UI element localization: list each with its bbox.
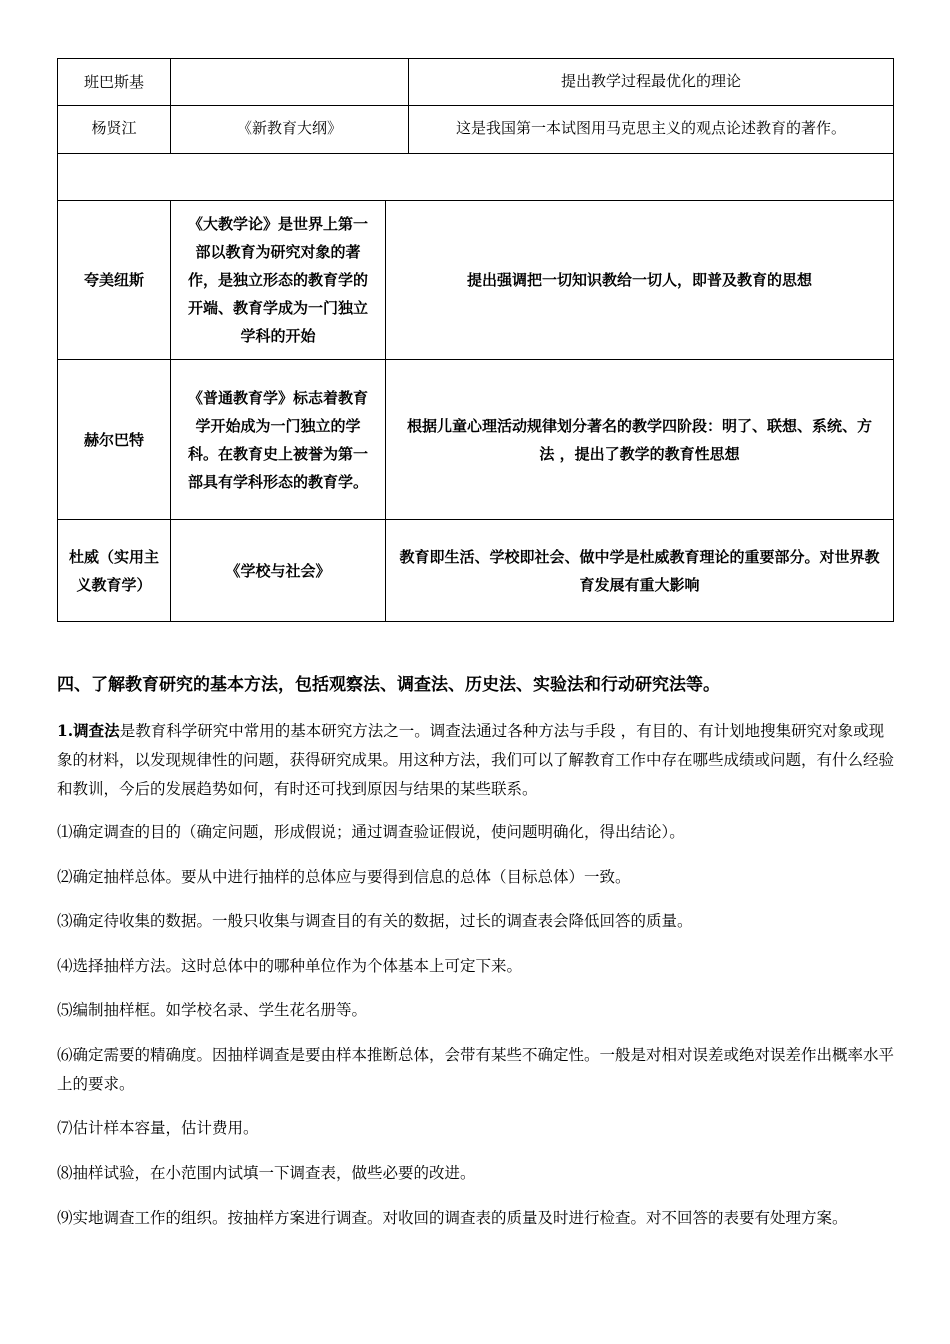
cell-text: 提出教学过程最优化的理论 bbox=[560, 72, 741, 90]
table-blank-row bbox=[57, 153, 894, 201]
table-row-name bbox=[57, 105, 171, 154]
table-row-contribution bbox=[408, 105, 894, 154]
table-row-contribution bbox=[385, 200, 894, 360]
table-row-name bbox=[57, 200, 171, 360]
table-row-name bbox=[57, 58, 171, 106]
cell-text: 赫尔巴特 bbox=[83, 430, 144, 449]
cell-text: 《普通教育学》标志着教育学开始成为一门独立的学科。在教育史上被誉为第一部具有学科形态的教育学。 bbox=[187, 388, 368, 491]
table-row-work bbox=[170, 519, 386, 622]
cell-text: 杨贤江 bbox=[91, 119, 137, 137]
cell-text: 教育即生活、学校即社会、做中学是杜威教育理论的重要部分。对世界教育发展有重大影响 bbox=[399, 547, 880, 594]
list-item: ⑻抽样试验，在小范围内试填一下调查表，做些必要的改进。 bbox=[57, 1164, 476, 1182]
table-row-name bbox=[57, 519, 171, 622]
cell-text: 《大教学论》是世界上第一部以教育为研究对象的著作，是独立形态的教育学的开端、教育学成为一门独立学科的开始 bbox=[187, 215, 368, 345]
section-heading: 四、了解教育研究的基本方法，包括观察法、调查法、历史法、实验法和行动研究法等。 bbox=[57, 675, 720, 695]
cell-text: 根据儿童心理活动规律划分著名的教学四阶段：明了、联想、系统、方法 ，提出了教学的教育性思想 bbox=[406, 416, 872, 463]
list-item: ⑹确定需要的精确度。因抽样调查是要由样本推断总体，会带有某些不确定性。一般是对相对误差或绝对误差作出概率水平上的要求。 bbox=[57, 1046, 895, 1093]
intro-text: 是教育科学研究中常用的基本研究方法之一。调查法通过各种方法与手段 ，有目的、有计划地搜集研究对象或现象的材料，以发现规律性的问题，获得研究成果。用这种方法，我们可以了解教育工作中存在哪些成绩或问题，有什么经验和教训，今后的发展趋势如何，有时还可找到原因与结果的某些联系。 bbox=[57, 722, 895, 798]
cell-text: 这是我国第一本试图用马克思主义的观点论述教育的著作。 bbox=[455, 119, 846, 137]
cell-text: 夸美纽斯 bbox=[83, 271, 144, 289]
table-row-contribution bbox=[385, 359, 894, 520]
table-row-work bbox=[170, 105, 409, 154]
intro-label: 1.调查法 bbox=[57, 721, 120, 740]
list-item: ⑶确定待收集的数据。一般只收集与调查目的有关的数据，过长的调查表会降低回答的质量。 bbox=[57, 912, 693, 930]
cell-text: 杜威（实用主义教育学） bbox=[68, 547, 159, 594]
cell-text: 《学校与社会》 bbox=[225, 561, 331, 580]
intro-paragraph bbox=[57, 716, 897, 804]
table-row-contribution bbox=[385, 519, 894, 622]
cell-text: 班巴斯基 bbox=[83, 73, 144, 91]
table-row-work bbox=[170, 58, 409, 106]
table-row-name bbox=[57, 359, 171, 520]
list-item: ⑼实地调查工作的组织。按抽样方案进行调查。对收回的调查表的质量及时进行检查。对不回答的表要有处理方案。 bbox=[57, 1209, 848, 1227]
cell-text: 提出强调把一切知识教给一切人，即普及教育的思想 bbox=[466, 271, 812, 289]
list-item: ⑷选择抽样方法。这时总体中的哪种单位作为个体基本上可定下来。 bbox=[57, 957, 523, 975]
table-row-work bbox=[170, 359, 386, 520]
cell-text: 《新教育大纲》 bbox=[236, 119, 342, 137]
table-row-work bbox=[170, 200, 386, 360]
list-item: ⑸编制抽样框。如学校名录、学生花名册等。 bbox=[57, 1001, 368, 1019]
list-item: ⑴确定调查的目的（确定问题，形成假说；通过调查验证假说，使问题明确化，得出结论）。 bbox=[57, 823, 685, 841]
list-item: ⑺估计样本容量，估计费用。 bbox=[57, 1119, 259, 1137]
list-item: ⑵确定抽样总体。要从中进行抽样的总体应与要得到信息的总体（目标总体）一致。 bbox=[57, 868, 631, 886]
table-row-contribution bbox=[408, 58, 894, 106]
